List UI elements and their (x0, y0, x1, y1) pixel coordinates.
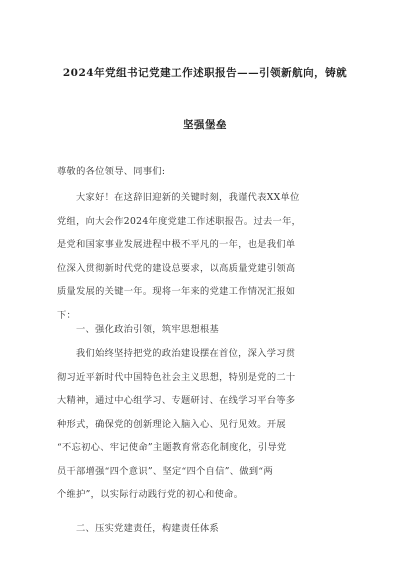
document-title-line-2: 坚强堡垒 (183, 119, 227, 131)
section-heading-text: 二、压实党建责任，构建责任体系 (76, 523, 220, 534)
paragraph-political-guidance (57, 342, 357, 507)
paragraph-line: 党组，向大会作2024年度党建工作述职报告。过去一年， (57, 215, 302, 227)
paragraph-line: 大精神，通过中心组学习、专题研讨、在线学习平台等多 (57, 395, 296, 406)
section-heading-2 (57, 517, 357, 541)
paragraph-line: “不忘初心、牢记使命”主题教育常态化制度化，引导党 (57, 442, 287, 453)
paragraph-line: 员干部增强“四个意识”、坚定“四个自信”、做到“两 (57, 465, 273, 477)
paragraph-line: 位深入贯彻新时代党的建设总要求，以高质量党建引领高 (57, 262, 296, 274)
greeting-text: 尊敬的各位领导、同事们: (57, 166, 166, 177)
paragraph-line: 我们始终坚持把党的政治建设摆在首位，深入学习贯 (76, 348, 296, 359)
paragraph-line: 彻习近平新时代中国特色社会主义思想，特别是党的二十 (57, 371, 296, 383)
greeting (57, 160, 357, 184)
paragraph-line: 个维护”，以实际行动践行党的初心和使命。 (57, 489, 244, 500)
section-heading-1 (57, 318, 357, 342)
paragraph-line: 质量发展的关键一年。现将一年来的党建工作情况汇报如 (57, 286, 296, 297)
paragraph-line: 是党和国家事业发展进程中极不平凡的一年，也是我们单 (57, 239, 296, 250)
paragraph-line: 大家好！在这辞旧迎新的关键时刻，我谨代表XX单位 (76, 192, 300, 203)
paragraph-line: 种形式，确保党的创新理论入脑入心、见行见效。开展 (57, 418, 286, 430)
document-title-line-1: 2024年党组书记党建工作述职报告——引领新航向，铸就 (62, 67, 348, 79)
paragraph-line: 下： (57, 309, 77, 321)
paragraph-intro (57, 186, 357, 327)
section-heading-text: 一、强化政治引领，筑牢思想根基 (76, 324, 220, 335)
